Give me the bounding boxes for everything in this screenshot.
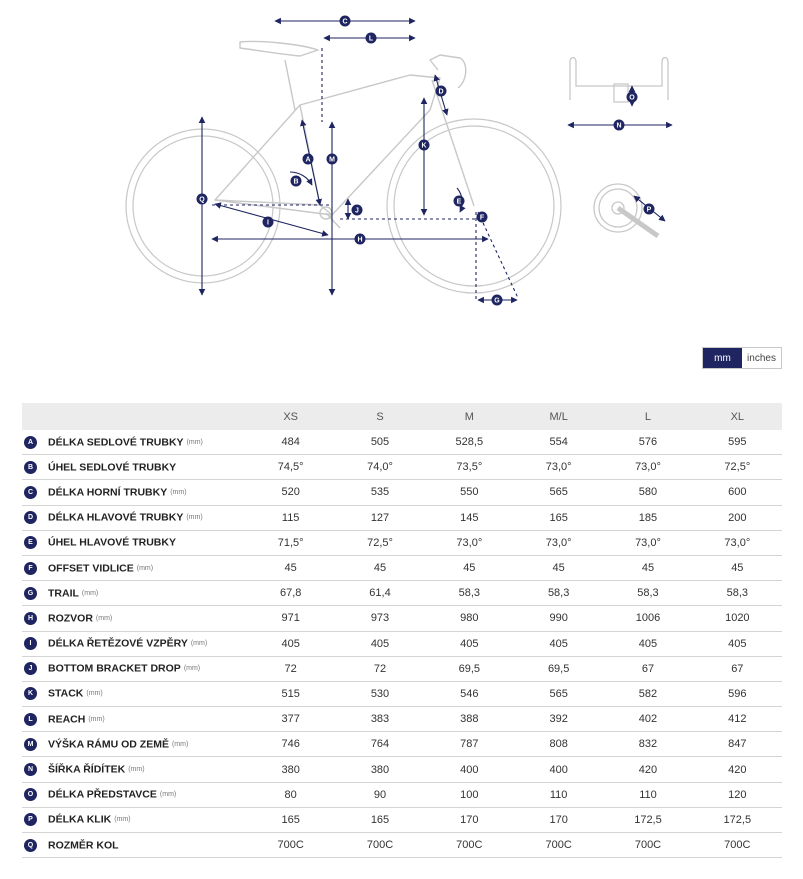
- value-cell: 400: [514, 757, 603, 782]
- value-cell: 200: [693, 505, 782, 530]
- table-row: [22, 455, 782, 480]
- badge-p: [644, 204, 655, 215]
- badge-m: [327, 154, 338, 165]
- letter-badge: Q: [24, 839, 37, 852]
- measurement-label: DÉLKA HORNÍ TRUBKY: [48, 486, 168, 499]
- svg-text:F: F: [479, 214, 485, 222]
- value-cell: 764: [335, 732, 424, 757]
- table-row: [22, 656, 782, 681]
- value-cell: 380: [246, 757, 335, 782]
- value-cell: 580: [603, 480, 692, 505]
- value-cell: 980: [425, 606, 514, 631]
- value-cell: 420: [603, 757, 692, 782]
- measurement-label: REACH: [48, 713, 86, 726]
- handlebar-top-view: [570, 58, 668, 103]
- value-cell: 127: [335, 505, 424, 530]
- value-cell: 808: [514, 732, 603, 757]
- svg-text:E: E: [456, 198, 462, 206]
- value-cell: 528,5: [425, 430, 514, 455]
- row-label-cell: [22, 782, 246, 807]
- letter-badge: F: [24, 562, 37, 575]
- measurement-label: DÉLKA ŘETĚZOVÉ VZPĚRY: [48, 637, 188, 650]
- geometry-table: [22, 403, 782, 858]
- value-cell: 847: [693, 732, 782, 757]
- value-cell: 832: [603, 732, 692, 757]
- value-cell: 72,5°: [335, 530, 424, 555]
- row-label-cell: [22, 681, 246, 706]
- measurement-unit: (mm): [186, 514, 203, 522]
- letter-badge: A: [24, 436, 37, 449]
- table-header-row: [22, 403, 782, 430]
- row-label-cell: [22, 732, 246, 757]
- unit-toggle: [702, 347, 782, 369]
- row-label-cell: [22, 555, 246, 580]
- value-cell: 170: [425, 807, 514, 832]
- value-cell: 145: [425, 505, 514, 530]
- value-cell: 405: [335, 631, 424, 656]
- value-cell: 505: [335, 430, 424, 455]
- value-cell: 58,3: [425, 581, 514, 606]
- row-label-cell: [22, 833, 246, 858]
- size-header-l: L: [603, 403, 692, 430]
- value-cell: 1020: [693, 606, 782, 631]
- value-cell: 388: [425, 707, 514, 732]
- value-cell: 700C: [425, 833, 514, 858]
- measurement-unit: (mm): [186, 438, 203, 446]
- table-row: [22, 631, 782, 656]
- value-cell: 58,3: [514, 581, 603, 606]
- value-cell: 787: [425, 732, 514, 757]
- value-cell: 71,5°: [246, 530, 335, 555]
- measurement-unit: (mm): [170, 488, 187, 496]
- value-cell: 1006: [603, 606, 692, 631]
- table-row: [22, 430, 782, 455]
- measurement-unit: (mm): [128, 766, 145, 774]
- value-cell: 700C: [514, 833, 603, 858]
- measurement-label: TRAIL: [48, 587, 79, 600]
- row-label-cell: [22, 505, 246, 530]
- svg-text:M: M: [329, 156, 335, 164]
- value-cell: 400: [425, 757, 514, 782]
- value-cell: 165: [514, 505, 603, 530]
- value-cell: 746: [246, 732, 335, 757]
- measurement-label: DÉLKA KLIK: [48, 813, 112, 826]
- value-cell: 72,5°: [693, 455, 782, 480]
- badge-h: [355, 234, 366, 245]
- svg-text:P: P: [646, 206, 652, 214]
- row-label-cell: [22, 707, 246, 732]
- value-cell: 535: [335, 480, 424, 505]
- value-cell: 554: [514, 430, 603, 455]
- value-cell: 172,5: [693, 807, 782, 832]
- value-cell: 73,0°: [693, 530, 782, 555]
- badge-d: [436, 86, 447, 97]
- size-header-xl: XL: [693, 403, 782, 430]
- letter-badge: O: [24, 788, 37, 801]
- measurement-unit: (mm): [159, 791, 177, 799]
- bike-frame: [215, 41, 474, 228]
- badge-g: [492, 295, 503, 306]
- value-cell: 45: [693, 555, 782, 580]
- svg-text:A: A: [305, 156, 311, 164]
- measurement-label: DÉLKA PŘEDSTAVCE: [48, 788, 157, 801]
- value-cell: 700C: [693, 833, 782, 858]
- measurement-unit: (mm): [95, 614, 113, 622]
- value-cell: 700C: [603, 833, 692, 858]
- badge-e: [454, 196, 465, 207]
- value-cell: 45: [335, 555, 424, 580]
- measurement-unit: (mm): [136, 564, 154, 572]
- row-label-cell: [22, 455, 246, 480]
- badge-j: [352, 205, 363, 216]
- svg-text:Q: Q: [199, 196, 205, 204]
- value-cell: 420: [693, 757, 782, 782]
- table-row: [22, 707, 782, 732]
- value-cell: 990: [514, 606, 603, 631]
- badge-i: [263, 217, 274, 228]
- badge-c: [340, 16, 351, 27]
- svg-text:H: H: [357, 236, 363, 244]
- value-cell: 596: [693, 681, 782, 706]
- value-cell: 595: [693, 430, 782, 455]
- row-label-cell: [22, 606, 246, 631]
- value-cell: 377: [246, 707, 335, 732]
- measurement-unit: (mm): [190, 640, 208, 648]
- value-cell: 380: [335, 757, 424, 782]
- svg-text:K: K: [421, 142, 427, 150]
- header-label-cell: [22, 403, 246, 430]
- value-cell: 110: [603, 782, 692, 807]
- table-row: [22, 833, 782, 858]
- letter-badge: K: [24, 687, 37, 700]
- table-row: [22, 530, 782, 555]
- value-cell: 120: [693, 782, 782, 807]
- size-header-s: S: [335, 403, 424, 430]
- measurement-label: ROZVOR: [48, 612, 93, 625]
- measurement-label: OFFSET VIDLICE: [48, 562, 134, 575]
- table-body: [22, 430, 782, 858]
- measurement-unit: (mm): [81, 589, 99, 597]
- value-cell: 383: [335, 707, 424, 732]
- measurement-label: STACK: [48, 687, 84, 700]
- letter-badge: C: [24, 486, 37, 499]
- value-cell: 405: [514, 631, 603, 656]
- table-row: [22, 782, 782, 807]
- measurement-label: ÚHEL HLAVOVÉ TRUBKY: [48, 536, 176, 549]
- value-cell: 73,0°: [603, 455, 692, 480]
- value-cell: 565: [514, 480, 603, 505]
- table-row: [22, 581, 782, 606]
- measurement-unit: (mm): [171, 740, 189, 748]
- badge-k: [419, 140, 430, 151]
- value-cell: 58,3: [693, 581, 782, 606]
- value-cell: 973: [335, 606, 424, 631]
- value-cell: 73,0°: [514, 455, 603, 480]
- bike-geometry-diagram: [0, 0, 803, 345]
- value-cell: 700C: [335, 833, 424, 858]
- value-cell: 600: [693, 480, 782, 505]
- value-cell: 80: [246, 782, 335, 807]
- value-cell: 582: [603, 681, 692, 706]
- row-label-cell: [22, 581, 246, 606]
- letter-badge: N: [24, 763, 37, 776]
- letter-badge: H: [24, 612, 37, 625]
- row-label-cell: [22, 480, 246, 505]
- value-cell: 402: [603, 707, 692, 732]
- table-row: [22, 480, 782, 505]
- row-label-cell: [22, 430, 246, 455]
- value-cell: 115: [246, 505, 335, 530]
- value-cell: 67: [603, 656, 692, 681]
- value-cell: 67: [693, 656, 782, 681]
- value-cell: 185: [603, 505, 692, 530]
- measurement-label: BOTTOM BRACKET DROP: [48, 662, 181, 675]
- value-cell: 73,0°: [514, 530, 603, 555]
- letter-badge: D: [24, 511, 37, 524]
- value-cell: 170: [514, 807, 603, 832]
- size-header-xs: XS: [246, 403, 335, 430]
- value-cell: 405: [246, 631, 335, 656]
- value-cell: 73,0°: [425, 530, 514, 555]
- value-cell: 546: [425, 681, 514, 706]
- value-cell: 412: [693, 707, 782, 732]
- row-label-cell: [22, 631, 246, 656]
- value-cell: 484: [246, 430, 335, 455]
- value-cell: 72: [335, 656, 424, 681]
- table-row: [22, 606, 782, 631]
- badge-n: [614, 120, 625, 131]
- svg-text:I: I: [267, 219, 269, 227]
- value-cell: 576: [603, 430, 692, 455]
- svg-text:G: G: [494, 297, 500, 305]
- badge-l: [366, 33, 377, 44]
- value-cell: 100: [425, 782, 514, 807]
- svg-text:N: N: [616, 122, 622, 130]
- value-cell: 90: [335, 782, 424, 807]
- measurement-label: DÉLKA HLAVOVÉ TRUBKY: [48, 511, 184, 524]
- badge-b: [291, 176, 302, 187]
- letter-badge: J: [24, 662, 37, 675]
- measurement-label: ÚHEL SEDLOVÉ TRUBKY: [48, 461, 177, 474]
- badge-f: [477, 212, 488, 223]
- svg-text:C: C: [342, 18, 348, 26]
- letter-badge: L: [24, 713, 37, 726]
- value-cell: 405: [425, 631, 514, 656]
- value-cell: 392: [514, 707, 603, 732]
- value-cell: 69,5: [425, 656, 514, 681]
- value-cell: 700C: [246, 833, 335, 858]
- measurement-unit: (mm): [183, 665, 201, 673]
- value-cell: 73,5°: [425, 455, 514, 480]
- value-cell: 405: [693, 631, 782, 656]
- value-cell: 550: [425, 480, 514, 505]
- table-row: [22, 505, 782, 530]
- unit-mm-button[interactable]: mm: [703, 348, 742, 368]
- svg-text:D: D: [438, 88, 444, 96]
- measurement-label: VÝŠKA RÁMU OD ZEMĚ: [48, 738, 169, 751]
- row-label-cell: [22, 757, 246, 782]
- badge-q: [197, 194, 208, 205]
- value-cell: 565: [514, 681, 603, 706]
- letter-badge: B: [24, 461, 37, 474]
- value-cell: 74,5°: [246, 455, 335, 480]
- value-cell: 72: [246, 656, 335, 681]
- value-cell: 165: [246, 807, 335, 832]
- size-header-m: M: [425, 403, 514, 430]
- value-cell: 405: [603, 631, 692, 656]
- measurement-label: ROZMĚR KOL: [48, 839, 119, 852]
- value-cell: 530: [335, 681, 424, 706]
- svg-text:L: L: [368, 35, 374, 43]
- value-cell: 45: [514, 555, 603, 580]
- value-cell: 73,0°: [603, 530, 692, 555]
- measurement-unit: (mm): [86, 690, 103, 698]
- value-cell: 515: [246, 681, 335, 706]
- letter-badge: M: [24, 738, 37, 751]
- svg-text:J: J: [355, 207, 359, 215]
- svg-text:O: O: [629, 94, 635, 102]
- table-row: [22, 681, 782, 706]
- value-cell: 45: [425, 555, 514, 580]
- measurement-label: DÉLKA SEDLOVÉ TRUBKY: [48, 436, 184, 449]
- unit-inches-button[interactable]: inches: [742, 348, 781, 368]
- value-cell: 45: [603, 555, 692, 580]
- value-cell: 110: [514, 782, 603, 807]
- value-cell: 58,3: [603, 581, 692, 606]
- table-row: [22, 757, 782, 782]
- row-label-cell: [22, 530, 246, 555]
- dimension-lines: [202, 18, 672, 300]
- row-label-cell: [22, 807, 246, 832]
- table-row: [22, 555, 782, 580]
- table-row: [22, 807, 782, 832]
- value-cell: 165: [335, 807, 424, 832]
- value-cell: 61,4: [335, 581, 424, 606]
- measurement-unit: (mm): [88, 715, 105, 723]
- badge-a: [303, 154, 314, 165]
- value-cell: 74,0°: [335, 455, 424, 480]
- value-cell: 45: [246, 555, 335, 580]
- value-cell: 172,5: [603, 807, 692, 832]
- letter-badge: G: [24, 587, 37, 600]
- badge-o: [627, 92, 638, 103]
- svg-text:B: B: [293, 178, 299, 186]
- value-cell: 520: [246, 480, 335, 505]
- measurement-unit: (mm): [114, 816, 131, 824]
- size-header-m-l: M/L: [514, 403, 603, 430]
- letter-badge: P: [24, 813, 37, 826]
- value-cell: 971: [246, 606, 335, 631]
- value-cell: 69,5: [514, 656, 603, 681]
- letter-badge: I: [24, 637, 37, 650]
- letter-badge: E: [24, 536, 37, 549]
- row-label-cell: [22, 656, 246, 681]
- measurement-label: ŠÍŘKA ŘÍDÍTEK: [48, 763, 126, 776]
- value-cell: 67,8: [246, 581, 335, 606]
- table-row: [22, 732, 782, 757]
